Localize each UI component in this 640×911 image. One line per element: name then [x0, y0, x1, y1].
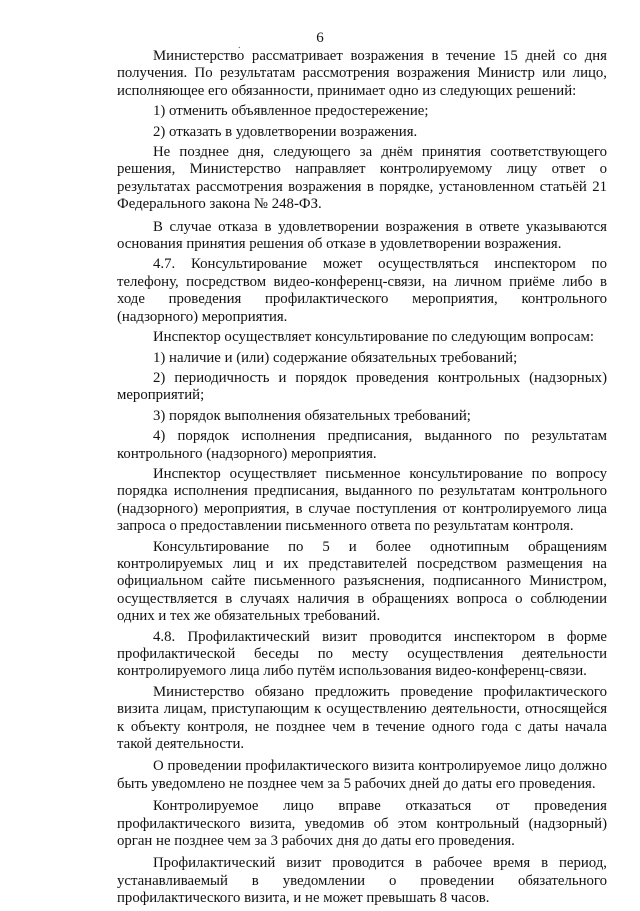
paragraph: Консультирование по 5 и более однотипным обращениям контролируемых лиц и их представителей посредством размещения на официальном сайте письменного разъяснения, подписанного Министром, осуществляется в случаях наличия в обращениях вопроса о соблюдении одних и тех же обязательных требований. [117, 538, 607, 625]
paragraph: Не позднее дня, следующего за днём принятия соответствующего решения, Министерство направляет контролируемому лицу ответ о результатах рассмотрения возражения в порядке, установленном статьёй 21 Федерального закона № 248-ФЗ. [117, 144, 607, 213]
list-item: 3) порядок выполнения обязательных требований; [153, 407, 471, 424]
paragraph: Контролируемое лицо вправе отказаться от проведения профилактического визита, уведомив об этом контрольный (надзорный) орган не позднее чем за 3 рабочих дня до даты его проведения. [117, 798, 607, 850]
list-item: 1) наличие и (или) содержание обязательных требований; [153, 349, 518, 366]
paragraph: Министерство обязано предложить проведение профилактического визита лицам, приступающим к осуществлению деятельности, относящейся к объекту контроля, не позднее чем в течение одного года с даты начала такой деятельности. [117, 683, 607, 753]
paragraph: 4.7. Консультирование может осуществляться инспектором по телефону, посредством видео-конференц-связи, на личном приёме либо в ходе проведения профилактического мероприятия, контрольного (надзорного) мероприятия. [117, 256, 607, 325]
paragraph: Инспектор осуществляет консультирование по следующим вопросам: [153, 329, 594, 346]
document-body [117, 48, 607, 911]
paragraph: 4.8. Профилактический визит проводится инспектором в форме профилактической беседы по месту осуществления деятельности контролируемого лица либо путём использования видео-конференц-связи. [117, 628, 607, 680]
paragraph: Профилактический визит проводится в рабочее время в период, устанавливаемый в уведомлении о проведении обязательного профилактического визита, и не может превышать 8 часов. [117, 855, 607, 907]
list-item: 2) отказать в удовлетворении возражения. [153, 123, 418, 140]
paragraph: О проведении профилактического визита контролируемое лицо должно быть уведомлено не позднее чем за 5 рабочих дней до даты его проведения. [117, 758, 607, 792]
paragraph: Министерство рассматривает возражения в течение 15 дней со дня получения. По результатам рассмотрения возражения Министр или лицо, исполняющее его обязанности, принимает одно из следующих решений: [117, 48, 607, 99]
scan-dot: . [238, 40, 241, 51]
list-item: 1) отменить объявленное предостережение; [153, 103, 429, 120]
paragraph: В случае отказа в удовлетворении возражения в ответе указываются основания принятия решения об отказе в удовлетворении возражения. [117, 218, 607, 253]
list-item: 4) порядок исполнения предписания, выданного по результатам контрольного (надзорного) мероприятия. [117, 428, 607, 462]
paragraph: Инспектор осуществляет письменное консультирование по вопросу порядка исполнения предписания, выданного по результатам контрольного (надзорного) мероприятия, в случае поступления от контролируемого лица запроса о предоставлении письменного ответа по результатам контроля. [117, 465, 607, 535]
page-number: 6 [316, 30, 324, 46]
list-item: 2) периодичность и порядок проведения контрольных (надзорных) мероприятий; [117, 369, 607, 404]
